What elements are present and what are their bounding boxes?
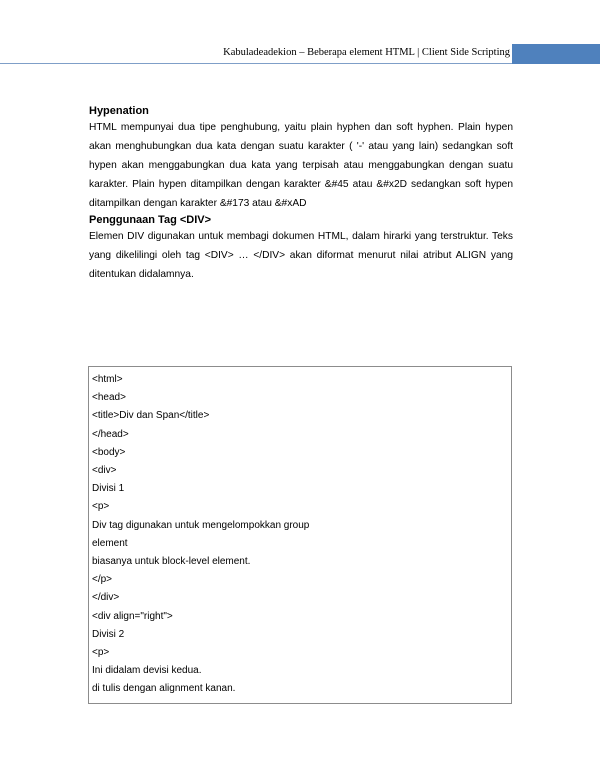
code-line: <p> <box>92 501 110 513</box>
code-line: biasanya untuk block-level element. <box>92 556 251 568</box>
code-line: Divisi 2 <box>92 628 125 640</box>
code-line: <div align="right"> <box>92 610 173 622</box>
header-rule <box>0 63 512 64</box>
code-line: Div tag digunakan untuk mengelompokkan group <box>92 519 310 531</box>
code-line: </p> <box>92 574 113 586</box>
code-line: <head> <box>92 392 126 404</box>
document-body <box>89 104 513 284</box>
code-line: <p> <box>92 647 110 659</box>
code-example-box <box>88 366 512 704</box>
section-paragraph-div: Elemen DIV digunakan untuk membagi dokumen HTML, dalam hirarki yang terstruktur. Teks yang dikelilingi oleh tag <DIV> … </DIV> akan diformat menurut nilai atribut ALIGN yang ditentukan didalamnya. <box>89 231 513 280</box>
code-line: Divisi 1 <box>92 483 125 495</box>
code-line: Ini didalam devisi kedua. <box>92 665 202 677</box>
section-paragraph-hypenation: HTML mempunyai dua tipe penghubung, yaitu plain hyphen dan soft hyphen. Plain hypen akan menghubungkan dua kata dengan suatu karakter ( '-' atau yang lain) sedangkan soft hypen akan menggabungkan dua kata yang terpisah atau menggabungkan dengan suatu karakter. Plain hypen ditampilkan dengan karakter &#45 atau &#x2D sedangkan soft hypen ditampilkan dengan karakter &#173 atau &#xAD <box>89 122 513 209</box>
header-accent-bar <box>512 44 600 64</box>
page-header <box>0 44 600 64</box>
code-line: <title>Div dan Span</title> <box>92 410 210 422</box>
code-line: di tulis dengan alignment kanan. <box>92 683 236 695</box>
code-lines <box>89 367 511 699</box>
code-line: <div> <box>92 465 117 477</box>
code-line: element <box>92 537 128 549</box>
section-heading-div: Penggunaan Tag <DIV> <box>89 214 212 226</box>
code-line: </div> <box>92 592 120 604</box>
header-title: Kabuladeadekion – Beberapa element HTML | Client Side Scripting <box>223 47 510 58</box>
code-line: <html> <box>92 374 123 385</box>
code-line: <body> <box>92 446 126 458</box>
code-line: </head> <box>92 428 129 440</box>
section-heading-hypenation: Hypenation <box>89 105 149 117</box>
